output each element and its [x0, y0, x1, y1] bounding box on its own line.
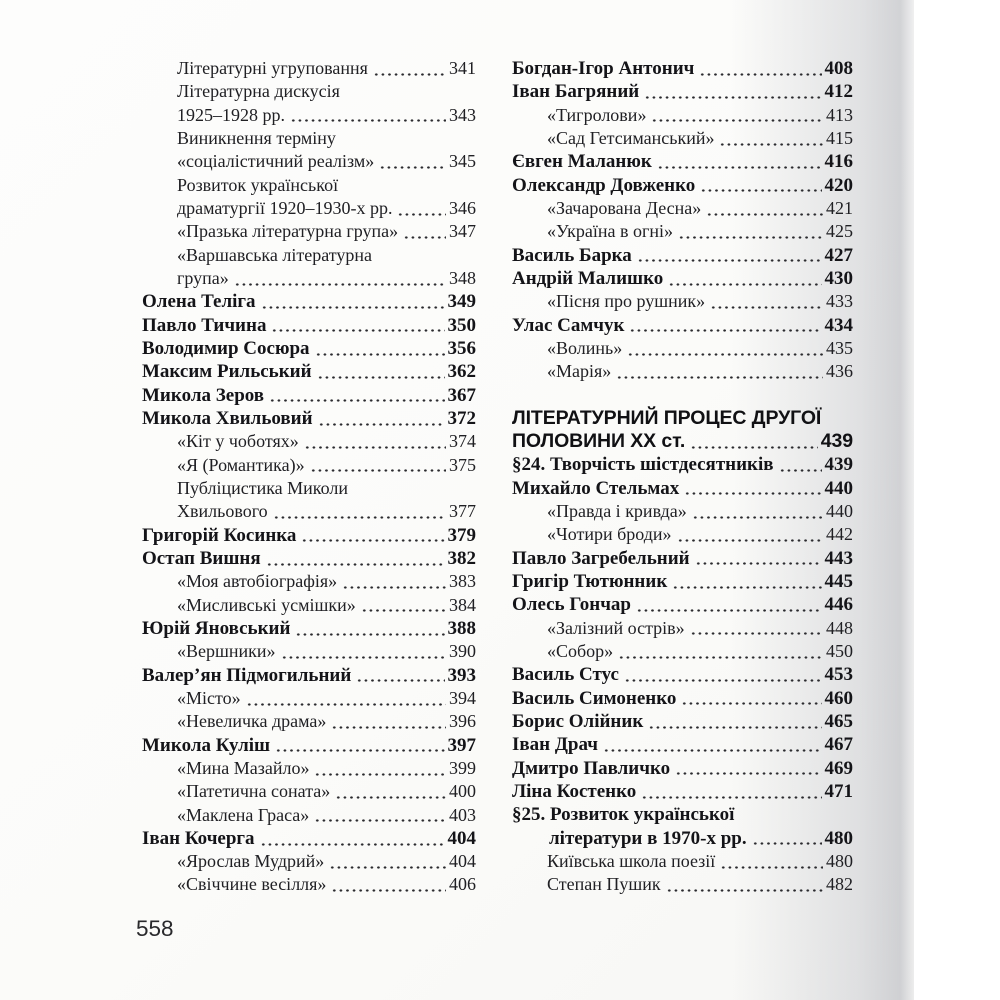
toc-page-number: 412	[824, 81, 853, 103]
dot-leader	[373, 57, 446, 80]
toc-entry	[512, 780, 853, 803]
toc-entry-label: «Тигролови»	[547, 104, 647, 125]
dot-leader	[699, 57, 821, 80]
dot-leader	[281, 640, 447, 663]
toc-entry-label: «Свіччине весілля»	[177, 874, 327, 895]
dot-leader	[706, 197, 823, 220]
dot-leader	[329, 850, 446, 873]
dot-leader	[695, 547, 822, 570]
toc-page-number: 434	[824, 314, 853, 336]
toc-entry	[512, 220, 853, 243]
toc-entry-label: Олена Теліга	[142, 291, 256, 313]
toc-entry-label: Улас Самчук	[512, 314, 625, 336]
toc-page-number: 388	[447, 617, 476, 639]
toc-page-number: 356	[447, 337, 476, 359]
toc-entry-label: Григорій Косинка	[142, 524, 297, 546]
toc-entry-label: Розвиток української	[177, 174, 339, 195]
toc-page-number: 341	[449, 58, 476, 78]
dot-leader	[246, 687, 446, 710]
toc-entry-label: Василь Стус	[512, 664, 619, 686]
toc-entry-label: §25. Розвиток української	[512, 804, 735, 826]
toc-page-number: 404	[447, 827, 476, 849]
toc-page-number: 415	[826, 127, 853, 148]
toc-entry-label: «Моя автобіографія»	[177, 571, 338, 592]
toc-entry	[142, 780, 476, 803]
toc-entry	[512, 360, 853, 383]
toc-page-number: 382	[447, 547, 476, 569]
dot-leader	[684, 477, 821, 500]
dot-leader	[651, 104, 823, 127]
toc-entry	[142, 454, 476, 477]
toc-page-number: 384	[449, 594, 476, 615]
toc-entry-label: «Сад Гетсиманський»	[547, 127, 715, 148]
toc-page-number: 347	[449, 221, 476, 242]
toc-entry-label: ЛІТЕРАТУРНИЙ ПРОЦЕС ДРУГОЇ	[512, 406, 822, 429]
toc-page-number: 383	[449, 571, 476, 592]
toc-entry-label: Публіцистика Миколи	[177, 477, 349, 498]
toc-page-number: 348	[449, 267, 476, 288]
toc-page-number: 396	[449, 711, 476, 732]
toc-entry-label: Павло Загребельний	[512, 547, 690, 569]
toc-entry-label: Богдан-Ігор Антонич	[512, 58, 695, 79]
toc-entry	[512, 803, 853, 826]
toc-entry-label: Володимир Сосюра	[142, 337, 310, 359]
dot-leader	[672, 570, 821, 593]
toc-page-number: 465	[824, 710, 853, 732]
toc-page-number: 408	[824, 58, 853, 79]
toc-page-number: 433	[826, 291, 853, 312]
toc-entry-label: Дмитро Павличко	[512, 757, 671, 779]
toc-entry-label: Хвильового	[177, 501, 268, 522]
toc-entry-label: Євген Маланюк	[512, 151, 652, 173]
dot-leader	[690, 430, 818, 453]
toc-page-number: 430	[824, 267, 853, 289]
toc-page-number: 439	[820, 429, 853, 452]
dot-leader	[752, 827, 822, 850]
toc-entry	[512, 453, 853, 476]
toc-page-number: 404	[449, 851, 476, 872]
toc-entry	[142, 640, 476, 663]
toc-entry	[512, 850, 853, 873]
toc-page-number: 482	[826, 874, 853, 895]
dot-leader	[314, 804, 446, 827]
toc-entry-label: «Марія»	[547, 361, 612, 382]
toc-entry-label: Степан Пушик	[547, 874, 661, 895]
toc-entry-label: 1925–1928 рр.	[177, 104, 285, 125]
toc-entry	[512, 57, 853, 80]
dot-leader	[719, 127, 823, 150]
toc-page-number: 375	[449, 454, 476, 475]
toc-page-number: 480	[824, 827, 853, 849]
toc-entry	[142, 267, 476, 290]
toc-entry	[142, 734, 476, 757]
dot-leader	[710, 290, 823, 313]
toc-entry	[512, 244, 853, 267]
dot-leader	[261, 290, 445, 313]
toc-entry	[512, 523, 853, 546]
toc-entry-label: Борис Олійник	[512, 710, 644, 732]
toc-entry	[512, 267, 853, 290]
toc-entry	[142, 150, 476, 173]
toc-entry-label: «Пісня про рушник»	[547, 291, 706, 312]
toc-entry-label: «Собор»	[547, 640, 614, 661]
toc-entry-label: Микола Куліш	[142, 734, 271, 756]
toc-entry-label: драматургії 1920–1930-х рр.	[177, 197, 393, 218]
dot-leader	[657, 150, 822, 173]
toc-entry-label: Максим Рильський	[142, 361, 312, 383]
toc-entry	[142, 850, 476, 873]
toc-entry	[512, 733, 853, 756]
toc-page-number: 446	[824, 594, 853, 616]
dot-leader	[266, 547, 445, 570]
dot-leader	[234, 267, 446, 290]
toc-entry	[512, 500, 853, 523]
dot-leader	[403, 220, 446, 243]
toc-entry-label: «Правда і кривда»	[547, 500, 687, 521]
toc-page-number: 436	[826, 361, 853, 382]
toc-entry-label: Виникнення терміну	[177, 127, 336, 148]
toc-entry	[142, 174, 476, 197]
toc-page-number: 450	[826, 640, 853, 661]
toc-page-number: 397	[447, 734, 476, 756]
toc-entry-label: «Волинь»	[547, 337, 623, 358]
toc-page-number: 439	[824, 454, 853, 476]
toc-entry-label: «Мисливські усмішки»	[177, 594, 356, 615]
toc-entry-label: «Мина Мазайло»	[177, 757, 310, 778]
toc-entry	[512, 197, 853, 220]
dot-leader	[648, 710, 821, 733]
dot-leader	[290, 104, 446, 127]
dot-leader	[260, 827, 445, 850]
dot-leader	[301, 524, 444, 547]
toc-page-number: 453	[824, 664, 853, 686]
toc-entry-label: група»	[177, 267, 229, 288]
toc-page-number: 400	[449, 781, 476, 802]
toc-entry	[512, 827, 853, 850]
toc-page-number: 460	[824, 687, 853, 709]
toc-entry-label: Іван Кочерга	[142, 827, 255, 849]
toc-page-number: 413	[826, 104, 853, 125]
toc-entry-label: «Я (Романтика)»	[177, 454, 305, 475]
dot-leader	[666, 873, 823, 896]
toc-entry	[142, 80, 476, 103]
toc-entry	[512, 873, 853, 896]
dot-leader	[681, 687, 821, 710]
toc-entry	[512, 547, 853, 570]
dot-leader	[678, 220, 823, 243]
toc-entry-label: Літературна дискусія	[177, 81, 340, 102]
toc-entry	[142, 873, 476, 896]
toc-entry	[142, 57, 476, 80]
toc-entry	[142, 127, 476, 150]
toc-entry-label: «Зачарована Десна»	[547, 197, 702, 218]
toc-entry	[512, 710, 853, 733]
toc-entry-label: «соціалістичний реалізм»	[177, 151, 375, 172]
toc-entry	[512, 687, 853, 710]
toc-page-number: 393	[447, 664, 476, 686]
dot-leader	[379, 150, 446, 173]
toc-entry-label: «Місто»	[177, 687, 241, 708]
toc-entry-label: Микола Хвильовий	[142, 407, 313, 429]
dot-leader	[720, 850, 823, 873]
toc-page-number: 448	[826, 617, 853, 638]
toc-page-number: 367	[447, 384, 476, 406]
toc-entry-label: Літературні угруповання	[177, 58, 368, 78]
toc-page-number: 440	[824, 477, 853, 499]
dot-leader	[677, 523, 823, 546]
toc-page-number: 390	[449, 641, 476, 662]
toc-page-number: 377	[449, 501, 476, 522]
toc-page-number: 362	[447, 361, 476, 383]
toc-page-number: 421	[826, 197, 853, 218]
toc-entry-label: «Залізний острів»	[547, 617, 685, 638]
dot-leader	[629, 314, 821, 337]
page-number-footer: 558	[136, 916, 174, 941]
toc-entry	[142, 384, 476, 407]
toc-entry	[142, 314, 476, 337]
toc-page-number: 445	[824, 570, 853, 592]
toc-entry	[512, 80, 853, 103]
toc-page-number: 469	[824, 757, 853, 779]
toc-entry	[142, 594, 476, 617]
toc-entry	[142, 337, 476, 360]
dot-leader	[342, 570, 446, 593]
toc-entry-label: Микола Зеров	[142, 384, 265, 406]
toc-page-number: 420	[824, 174, 853, 196]
toc-entry	[142, 430, 476, 453]
toc-entry-label: Михайло Стельмах	[512, 477, 680, 499]
toc-page-number: 467	[824, 734, 853, 756]
dot-leader	[271, 314, 444, 337]
dot-leader	[397, 197, 446, 220]
toc-entry-label: «Маклена Граса»	[177, 804, 310, 825]
toc-entry	[142, 710, 476, 733]
toc-page-number: 443	[824, 547, 853, 569]
toc-page-number: 435	[826, 337, 853, 358]
toc-entry	[512, 477, 853, 500]
dot-leader	[624, 663, 822, 686]
toc-page-number: 394	[449, 687, 476, 708]
toc-entry-label: «Варшавська літературна	[177, 244, 373, 265]
toc-page-number: 427	[824, 244, 853, 266]
toc-page-number: 403	[449, 804, 476, 825]
toc-entry	[512, 757, 853, 780]
toc-entry-label: Олесь Гончар	[512, 594, 631, 616]
toc-page-number: 406	[449, 874, 476, 895]
toc-page-number: 345	[449, 151, 476, 172]
dot-leader	[618, 640, 823, 663]
toc-entry-label: «Невеличка драма»	[177, 711, 327, 732]
dot-leader	[644, 80, 821, 103]
dot-leader	[603, 733, 822, 756]
toc-entry	[142, 570, 476, 593]
dot-leader	[361, 594, 446, 617]
toc-entry-label: Остап Вишня	[142, 547, 261, 569]
toc-entry	[142, 757, 476, 780]
toc-entry-label: Василь Барка	[512, 244, 632, 266]
toc-entry	[512, 593, 853, 616]
toc-entry	[142, 617, 476, 640]
dot-leader	[295, 617, 444, 640]
toc-page-number: 416	[824, 151, 853, 173]
toc-entry	[512, 570, 853, 593]
toc-page-number: 379	[447, 524, 476, 546]
dot-leader	[314, 757, 446, 780]
dot-leader	[779, 453, 822, 476]
toc-entry	[142, 407, 476, 430]
toc-entry	[142, 290, 476, 313]
toc-entry	[142, 244, 476, 267]
toc-entry-label: «Патетична соната»	[177, 781, 331, 802]
toc-entry-label: Василь Симоненко	[512, 687, 677, 709]
toc-page-number: 349	[447, 291, 476, 313]
toc-entry-label: Юрій Яновський	[142, 617, 291, 639]
toc-entry-label: Іван Багряний	[512, 81, 640, 103]
dot-leader	[317, 360, 445, 383]
dot-leader	[636, 593, 822, 616]
toc-entry-label: Андрій Малишко	[512, 267, 664, 289]
toc-entry	[142, 220, 476, 243]
toc-entry	[512, 314, 853, 337]
toc-page-number: 372	[447, 407, 476, 429]
toc-entry-label: Григір Тютюнник	[512, 570, 668, 592]
toc-entry-label: Іван Драч	[512, 734, 598, 756]
toc-page-number: 374	[449, 431, 476, 452]
dot-leader	[304, 430, 446, 453]
toc-entry	[142, 664, 476, 687]
toc-entry	[512, 430, 853, 453]
dot-leader	[675, 757, 821, 780]
toc-entry	[142, 547, 476, 570]
toc-entry-label: §24. Творчість шістдесятників	[512, 454, 774, 476]
toc-page-number: 425	[826, 221, 853, 242]
toc-column-left	[142, 57, 476, 897]
toc-entry-label: «Вершники»	[177, 641, 276, 662]
dot-leader	[356, 664, 444, 687]
toc-entry	[512, 174, 853, 197]
dot-leader	[318, 407, 445, 430]
toc-page-number: 343	[449, 104, 476, 125]
dot-leader	[315, 337, 445, 360]
toc-entry	[512, 617, 853, 640]
dot-leader	[637, 244, 822, 267]
toc-entry	[512, 127, 853, 150]
toc-entry	[512, 663, 853, 686]
dot-leader	[310, 454, 446, 477]
toc-entry	[142, 500, 476, 523]
toc-entry-label: «Україна в огні»	[547, 221, 674, 242]
toc-entry-label: Олександр Довженко	[512, 174, 696, 196]
dot-leader	[700, 174, 821, 197]
dot-leader	[692, 500, 823, 523]
toc-entry-label: «Чотири броди»	[547, 524, 672, 545]
toc-entry	[512, 640, 853, 663]
toc-entry-label: Павло Тичина	[142, 314, 267, 336]
toc-entry-label: літератури в 1970-х рр.	[549, 827, 747, 849]
toc-entry	[142, 687, 476, 710]
toc-entry-label: «Празька літературна група»	[177, 221, 399, 242]
dot-leader	[668, 267, 821, 290]
toc-entry	[512, 407, 853, 430]
toc-page-number: 471	[824, 780, 853, 802]
dot-leader	[335, 780, 446, 803]
toc-column-right	[512, 57, 853, 896]
dot-leader	[641, 780, 821, 803]
toc-page-number: 346	[449, 197, 476, 218]
toc-entry-label: «Ярослав Мудрий»	[177, 851, 325, 872]
dot-leader	[627, 337, 823, 360]
toc-page-number: 350	[447, 314, 476, 336]
toc-entry-label: ПОЛОВИНИ ХХ ст.	[512, 429, 686, 452]
dot-leader	[331, 710, 446, 733]
toc-entry	[512, 290, 853, 313]
dot-leader	[690, 617, 823, 640]
toc-page-number: 480	[826, 850, 853, 871]
toc-entry	[142, 804, 476, 827]
toc-entry-label: Київська школа поезії	[547, 850, 716, 871]
toc-page-number: 442	[826, 524, 853, 545]
toc-entry	[512, 337, 853, 360]
dot-leader	[331, 873, 446, 896]
dot-leader	[269, 384, 444, 407]
toc-entry-label: Валер’ян Підмогильний	[142, 664, 352, 686]
dot-leader	[273, 500, 446, 523]
dot-leader	[616, 360, 823, 383]
toc-entry	[512, 150, 853, 173]
toc-page-number: 399	[449, 757, 476, 778]
toc-entry	[142, 104, 476, 127]
dot-leader	[275, 734, 444, 757]
toc-entry-label: Ліна Костенко	[512, 780, 637, 802]
toc-entry	[142, 477, 476, 500]
toc-entry	[142, 197, 476, 220]
toc-page-number: 440	[826, 500, 853, 521]
toc-entry	[142, 827, 476, 850]
toc-entry	[512, 104, 853, 127]
toc-entry	[142, 360, 476, 383]
toc-entry	[142, 524, 476, 547]
toc-entry-label: «Кіт у чоботях»	[177, 431, 299, 452]
